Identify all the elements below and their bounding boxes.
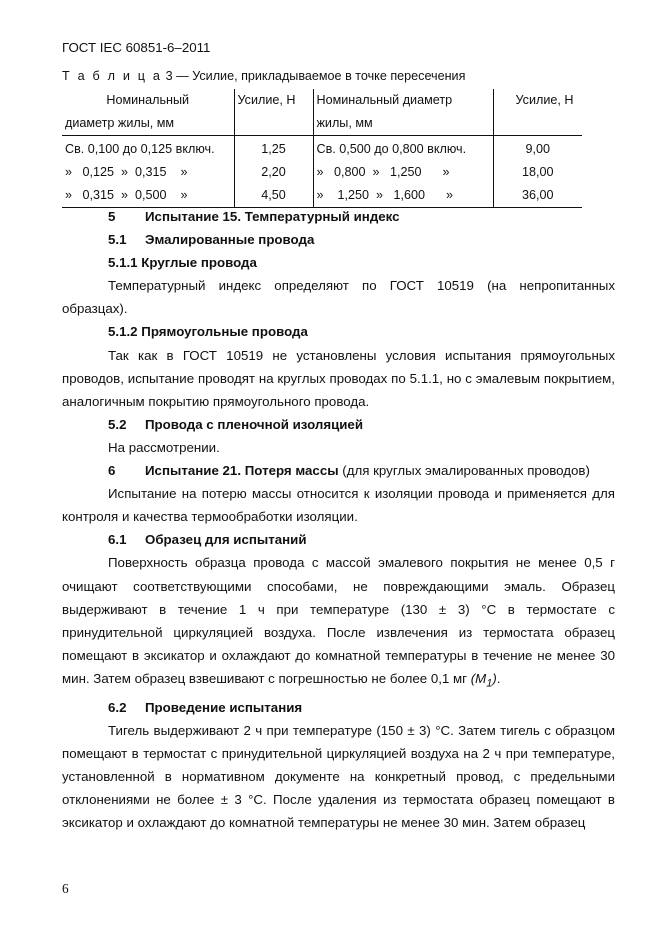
running-header: ГОСТ IEC 60851-6–2011 xyxy=(62,40,211,55)
section-heading-6-1: 6.1 Образец для испытаний xyxy=(108,532,307,548)
paragraph-6-1: Поверхность образца провода с массой эмалевого покрытия не менее 0,5 г очищают соответствующими способами, не повреждающими эмаль. Образец выдерживают в течение 1 ч при температуре (130 ± 3) °С в термостате с принудительной циркуляцией воздуха. После извлечения из термостата образец помещают в эксикатор и охлаждают до комнатной температуры в течение не менее 30 мин. Затем образец взвешивают с погрешностью не более 0,1 мг $(M_1)$. xyxy=(62,555,615,690)
table-row xyxy=(62,136,582,162)
header-diameter-2-cont: жилы, мм xyxy=(313,112,493,136)
paragraph-6-2: Тигель выдерживают 2 ч при температуре (150 ± 3) °С. Затем тигель с образцом помещают в термостат с принудительной циркуляцией воздуха на 2 ч при температуре, установленной в нормативном документе на конкретный провод, с предельными отклонениями не более ± 3 °С. После удаления из термостата образец помещают в эксикатор и охлаждают до комнатной температуры не менее 30 мин. Затем образец xyxy=(62,722,615,831)
table-header-row xyxy=(62,89,582,112)
force-cell: 18,00 xyxy=(493,161,582,184)
header-force-2: Усилие, Н xyxy=(493,89,582,112)
force-cell: 36,00 xyxy=(493,184,582,208)
section-heading-5-1-1: 5.1.1 Круглые провода xyxy=(108,255,257,271)
header-diameter-1-cont: диаметр жилы, мм xyxy=(62,112,234,136)
force-cell: 9,00 xyxy=(493,136,582,162)
page-number: 6 xyxy=(62,881,69,896)
table-caption xyxy=(62,69,465,83)
paragraph-5-1-1: Температурный индекс определяют по ГОСТ 10519 (на непропитанных образцах). xyxy=(62,278,615,317)
paragraph-5-1-2: Так как в ГОСТ 10519 не установлены условия испытания прямоугольных проводов, испытание проводят на круглых проводах по 5.1.1, но с эмалевым покрытием, аналогичным покрытию прямоугольного провода. xyxy=(62,347,615,409)
header-diameter-1: Номинальный xyxy=(106,93,190,107)
force-cell: 4,50 xyxy=(234,184,313,208)
section-heading-5-1-2: 5.1.2 Прямоугольные провода xyxy=(108,324,308,340)
diameter-cell: » 0,125 » 0,315 » xyxy=(65,165,188,179)
header-diameter-2: Номинальный диаметр xyxy=(313,89,493,112)
body-text xyxy=(62,205,615,834)
section-heading-5: 5 Испытание 15. Температурный индекс xyxy=(108,209,400,224)
section-heading-6-2: 6.2 Проведение испытания xyxy=(108,699,303,715)
mass-symbol: $(M_1)$ xyxy=(470,670,497,690)
paragraph-6: Испытание на потерю массы относится к изоляции провода и применяется для контроля и качества термообработки изоляции. xyxy=(62,486,615,525)
diameter-cell: Св. 0,500 до 0,800 включ. xyxy=(313,136,493,162)
diameter-cell: » 0,800 » 1,250 » xyxy=(313,161,493,184)
header-force-1: Усилие, Н xyxy=(234,89,313,112)
force-cell: 2,20 xyxy=(234,161,313,184)
force-cell: 1,25 xyxy=(234,136,313,162)
diameter-cell: Св. 0,100 до 0,125 включ. xyxy=(65,142,215,156)
table-caption-text: 3 — Усилие, прикладываемое в точке пересечения xyxy=(162,69,466,83)
section-heading-5-1: 5.1 Эмалированные провода xyxy=(108,232,315,248)
diameter-cell: » 1,250 » 1,600 » xyxy=(313,184,493,208)
table-header-row-2 xyxy=(62,112,582,136)
table-row xyxy=(62,184,582,208)
diameter-cell: » 0,315 » 0,500 » xyxy=(62,184,234,208)
force-table xyxy=(62,89,582,208)
section-heading-6: 6 Испытание 21. Потеря массы (для круглых эмалированных проводов) xyxy=(108,463,590,479)
paragraph-5-2: На рассмотрении. xyxy=(108,439,220,455)
table-row xyxy=(62,161,582,184)
table-caption-label: Т а б л и ц а xyxy=(62,69,163,83)
section-heading-5-2: 5.2 Провода с пленочной изоляцией xyxy=(108,416,363,432)
